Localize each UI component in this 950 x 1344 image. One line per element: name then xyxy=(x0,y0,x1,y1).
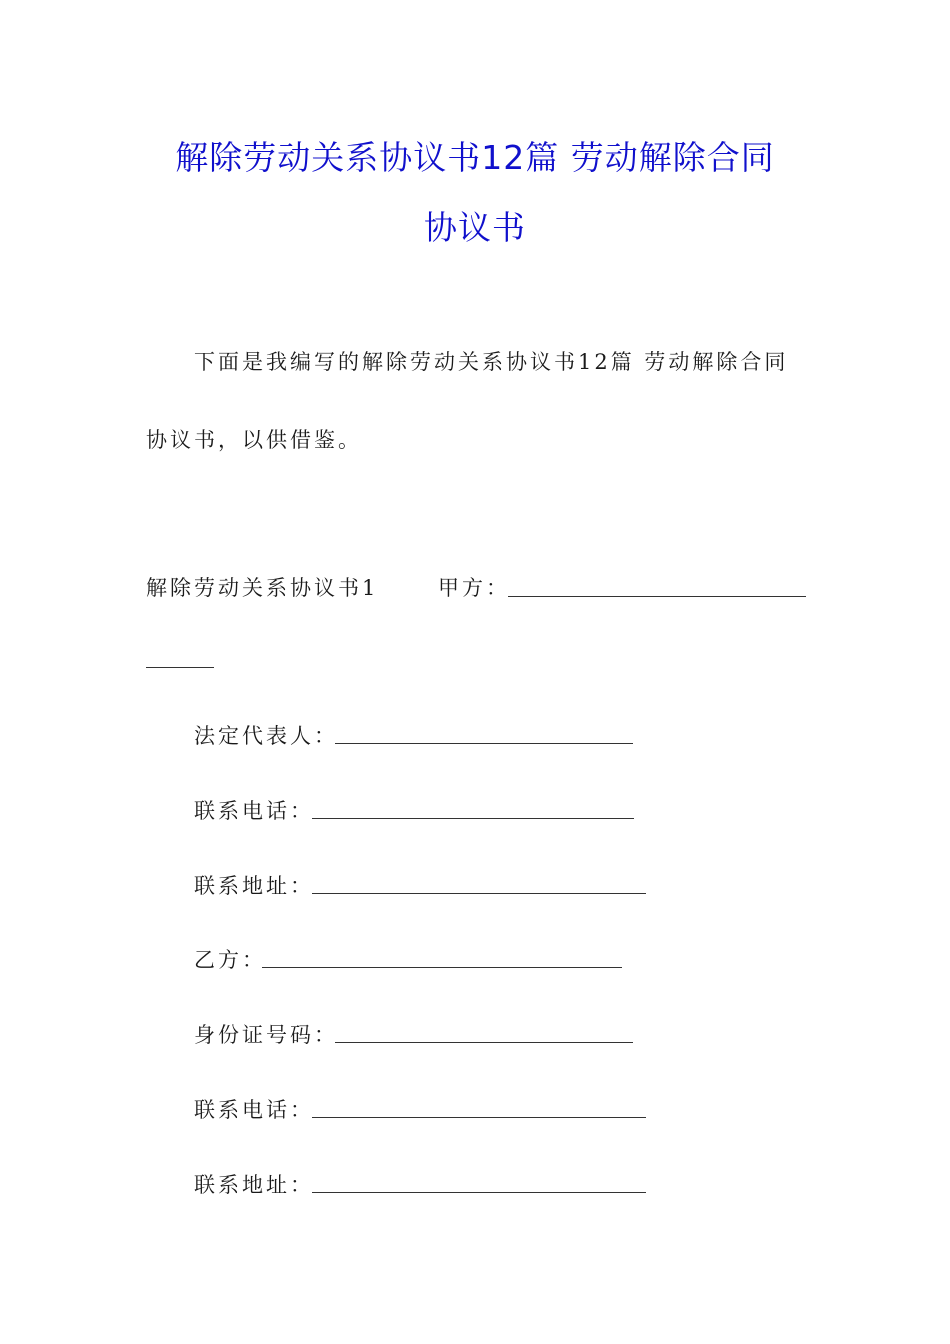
document-title-line-1: 解除劳动关系协议书12篇 劳动解除合同 xyxy=(175,138,775,177)
intro-paragraph-line-2: 协议书，以供借鉴。 xyxy=(146,428,362,452)
party-b-label: 乙方： xyxy=(194,948,266,972)
party-a-blank-line xyxy=(508,596,806,597)
party-b-blank-line xyxy=(262,967,622,968)
address-b-label: 联系地址： xyxy=(194,1173,314,1197)
phone-a-label: 联系电话： xyxy=(194,799,314,823)
phone-b-label: 联系电话： xyxy=(194,1098,314,1122)
address-a-blank-line xyxy=(312,893,646,894)
document-title-line-2: 协议书 xyxy=(424,208,526,247)
party-a-blank-line-continued xyxy=(146,667,214,668)
phone-b-blank-line xyxy=(312,1117,646,1118)
legal-rep-blank-line xyxy=(335,743,633,744)
address-b-blank-line xyxy=(312,1192,646,1193)
phone-a-blank-line xyxy=(312,818,634,819)
id-number-blank-line xyxy=(335,1042,633,1043)
intro-paragraph-line-1: 下面是我编写的解除劳动关系协议书12篇 劳动解除合同 xyxy=(194,350,789,374)
address-a-label: 联系地址： xyxy=(194,874,314,898)
legal-rep-label: 法定代表人： xyxy=(194,724,338,748)
id-number-label: 身份证号码： xyxy=(194,1023,338,1047)
section-heading: 解除劳动关系协议书1 xyxy=(146,576,379,600)
party-a-label: 甲方： xyxy=(438,576,510,600)
